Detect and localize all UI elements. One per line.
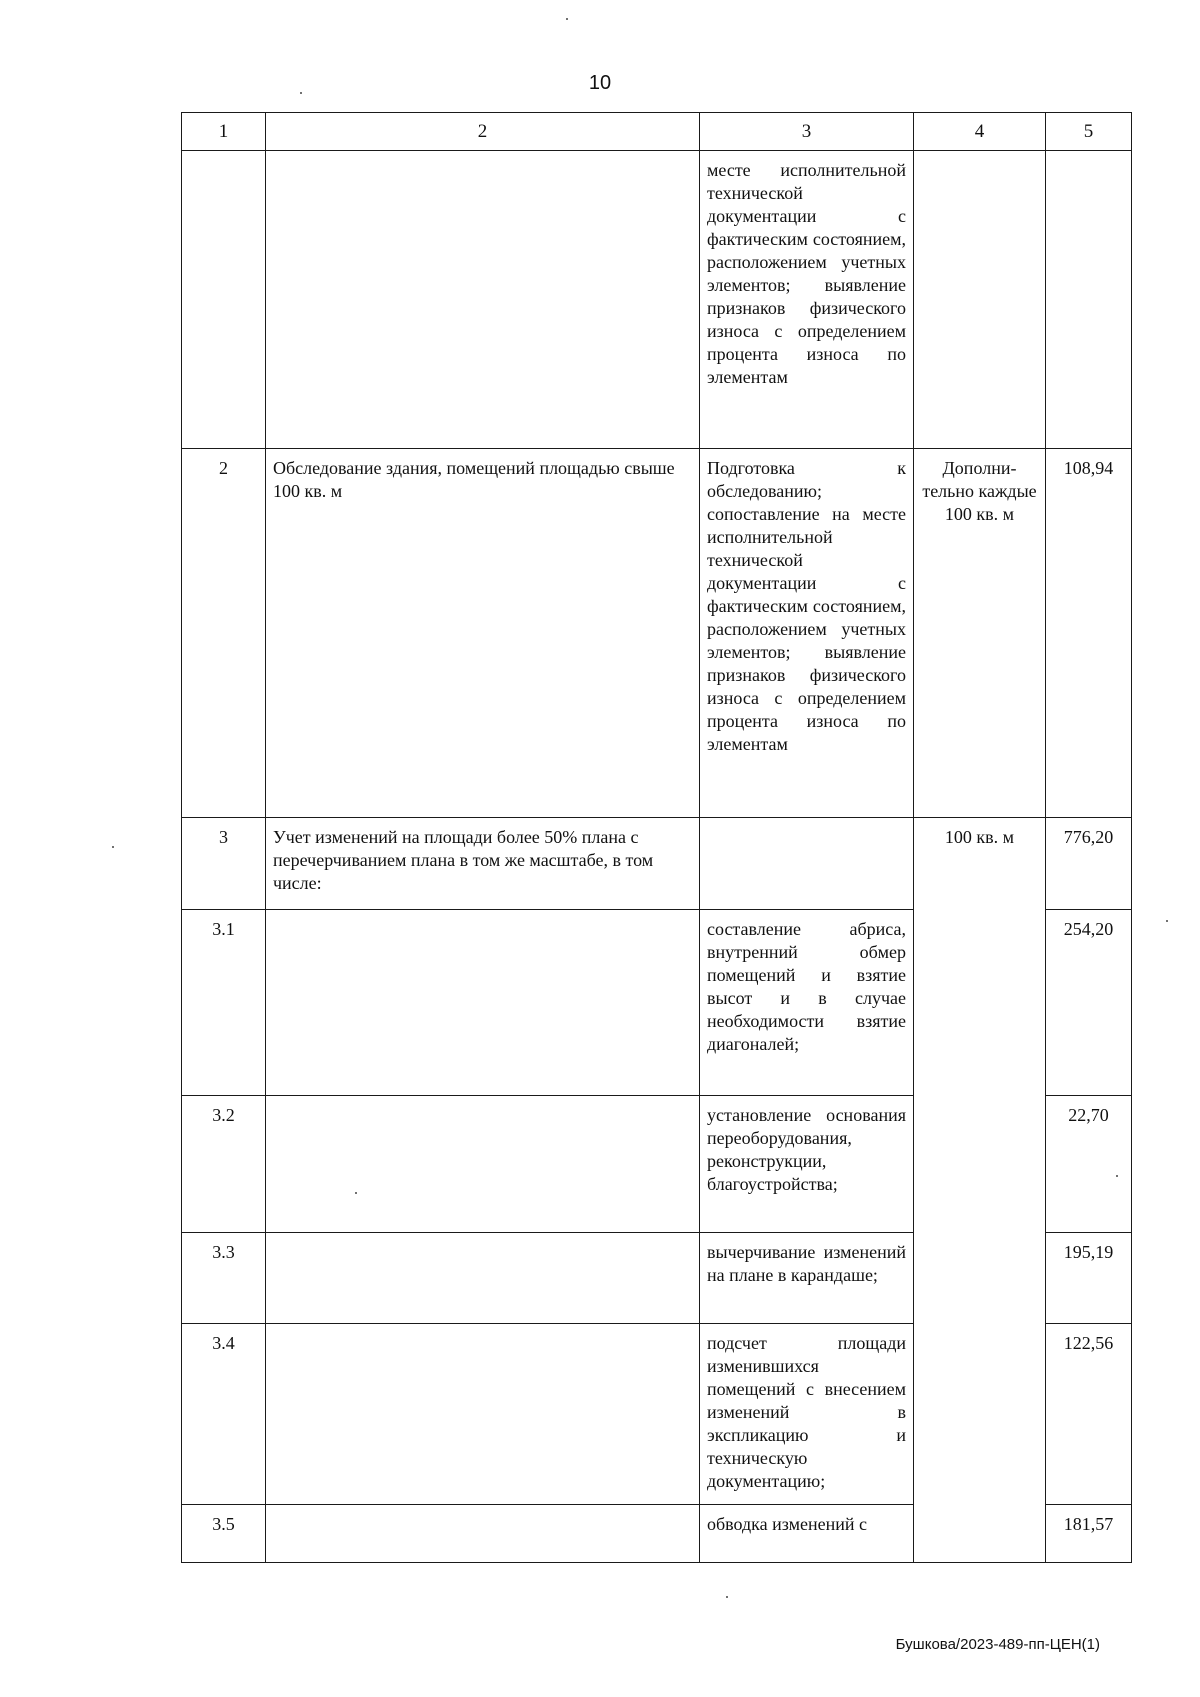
row-description: Подготовка к обследованию; сопоставление на месте исполнительной технической документации с фактическим состоянием, расположением учетных элементов; выявление признаков физического износа с определением процента износа по элементам [700, 449, 914, 818]
row-number: 3.5 [182, 1505, 266, 1563]
scan-speck [112, 846, 114, 848]
header-col-1: 1 [182, 113, 266, 151]
row-name [266, 1505, 700, 1563]
header-col-2: 2 [266, 113, 700, 151]
row-name [266, 1233, 700, 1324]
row-value: 254,20 [1046, 910, 1132, 1096]
row-value: 22,70 [1046, 1096, 1132, 1233]
row-number: 3.4 [182, 1324, 266, 1505]
row-name: Учет изменений на площади более 50% плана с перечерчиванием плана в том же масштабе, в том числе: [266, 818, 700, 910]
row-description: установление основания переоборудования, реконструкции, благоустройства; [700, 1096, 914, 1233]
row-description: подсчет площади изменившихся помещений с внесением изменений в экспликацию и техническую документацию; [700, 1324, 914, 1505]
row-description [700, 818, 914, 910]
row-name [266, 1096, 700, 1233]
row-description: обводка изменений с [700, 1505, 914, 1563]
header-row [182, 113, 1132, 151]
row-number: 3.3 [182, 1233, 266, 1324]
row-value: 122,56 [1046, 1324, 1132, 1505]
scan-speck [566, 18, 568, 20]
row-number: 3 [182, 818, 266, 910]
scan-speck [1116, 1175, 1118, 1177]
header-col-4: 4 [914, 113, 1046, 151]
row-value: 776,20 [1046, 818, 1132, 910]
row-number: 2 [182, 449, 266, 818]
row-name [266, 1324, 700, 1505]
row-number [182, 151, 266, 449]
row-value: 195,19 [1046, 1233, 1132, 1324]
scan-speck [1166, 920, 1168, 922]
row-name [266, 151, 700, 449]
row-unit: 100 кв. м [914, 818, 1046, 1563]
row-value: 108,94 [1046, 449, 1132, 818]
row-description: вычерчивание изменений на плане в карандаше; [700, 1233, 914, 1324]
table-row [182, 449, 1132, 818]
scan-speck [300, 92, 302, 94]
table-row [182, 818, 1132, 910]
document-footer-code: Бушкова/2023-489-пп-ЦЕН(1) [895, 1636, 1100, 1653]
header-col-3: 3 [700, 113, 914, 151]
row-number: 3.1 [182, 910, 266, 1096]
page-number: 10 [588, 72, 612, 94]
scan-speck [726, 1596, 728, 1598]
row-description: составление абриса, внутренний обмер помещений и взятие высот и в случае необходимости взятие диагоналей; [700, 910, 914, 1096]
row-number: 3.2 [182, 1096, 266, 1233]
tariff-table [181, 112, 1132, 1563]
scan-speck [355, 1192, 357, 1194]
row-unit [914, 151, 1046, 449]
table-row [182, 151, 1132, 449]
row-unit: Дополни-тельно каждые 100 кв. м [914, 449, 1046, 818]
row-name [266, 910, 700, 1096]
row-value: 181,57 [1046, 1505, 1132, 1563]
row-name: Обследование здания, помещений площадью свыше 100 кв. м [266, 449, 700, 818]
row-description: месте исполнительной технической документации с фактическим состоянием, расположением учетных элементов; выявление признаков физического износа с определением процента износа по элементам [700, 151, 914, 449]
row-value [1046, 151, 1132, 449]
header-col-5: 5 [1046, 113, 1132, 151]
